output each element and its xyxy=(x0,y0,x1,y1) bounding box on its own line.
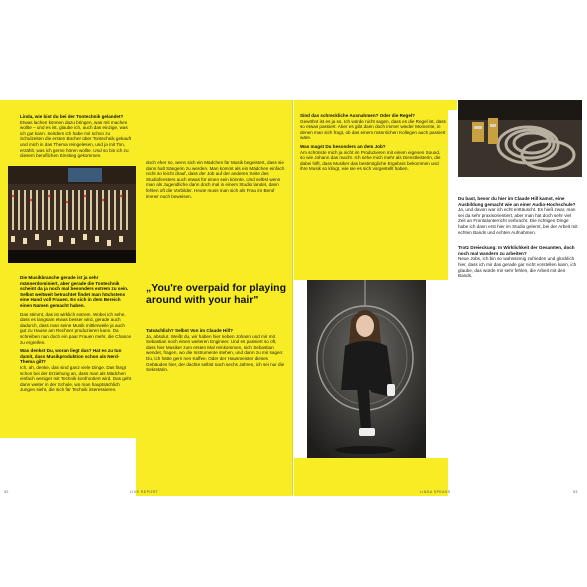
question-4: Tatsächlich? Selbst Von im Claude Hill? xyxy=(146,328,233,333)
question-5: Sind das schreckliche Ausnahmen? Oder die Regel? xyxy=(300,113,415,118)
folio-right-label: LINDA SPEAKS xyxy=(420,490,451,494)
cables-photo xyxy=(458,100,582,177)
question-7: Du bast, bevor du hier im Claude Hill kamst, eine Ausbildung gemacht wie an einer Audio-Hochschule? xyxy=(458,196,576,207)
answer-8: Neue Jobs, ich bin so wahnsinnig zufrieden und glücklich hier, dass ich mir das gerade gar nicht vorstellen kann, ich glaube, das würde mir sehr fehlen, die Arbeit mit den Bands. xyxy=(458,256,577,279)
cables-icon xyxy=(458,100,582,177)
folio-right-number: 93 xyxy=(573,490,578,494)
left-column-top xyxy=(20,114,132,164)
answer-5: Gewöhnt ist es ja so. Ich würde nicht sagen, dass es die Regel ist, dass so etwas passiert. Aber es gibt dann doch immer wieder Momente, in denen man sich fragt, ob das einem männlichen Kollegen auch passiert wäre. xyxy=(300,118,446,141)
question-1: Linda, wie bist du bei der Tontechnik gelandet? xyxy=(20,114,124,119)
answer-1: Etwas lachen können dazu bringen, was mit machen wollte – und es ist, glaube ich, auch das einzige, was ich gut kann. Seitdem ich habe mir schon zu Schulzeiten die ersten Bücher über Tontechnik gekauft und mich in das Thema reingelesen, und ja mit Ton, erzählt, was ich gerne hören wollte. Und so bin ich zu diesem beruflichen Einstieg gekommen. xyxy=(20,119,132,159)
answer-6: Am schönste mich ja nicht im Produzieren mit einem eigenen Sound, so wie Johann das macht. Ich sehe mich mehr als Dienstleisterin, die dabei hilft, dass Musiker das bestmögliche Ergebnis bekommen und ihre Musik so klingt, wie sie es sich vorgestellt haben. xyxy=(300,149,441,172)
center-column-top xyxy=(146,160,286,270)
right-column-1 xyxy=(300,113,446,277)
answer-4: Ja, absolut. Weißt du, wir haben hier neben Johann und mir mit Sebastian noch einen weiteren Engineer. Und es passiert so oft, dass hier Musiker zum ersten Mal reinkommen, sich Sebastian wendet, fragen, wo die Instrumente stehen, und dann zu mir sagen: Du, ich hätte gern nen Kaffee. Oder der Hausmeister dieses Gebäudes hier, der dachte selbst nach sechs Jahren, ich sei nur die Sekretärin. xyxy=(146,333,285,373)
portrait-photo xyxy=(307,280,426,458)
mixing-console-icon xyxy=(8,166,136,263)
question-8: Trotz Dreieckung: In Wirklichkeit der Gesamten, doch noch mal wandern zu arbeiten? xyxy=(458,245,575,256)
folio-left-number: 92 xyxy=(4,490,9,494)
spine-shadow xyxy=(292,100,294,495)
center-column-bottom xyxy=(146,328,286,488)
answer-2: Das stimmt, das ist wirklich extrem. Wobei ich sehe, dass es langsam etwas besser wird, gerade auch dadurch, dass man seine Musik mittlerweile ja auch gut zu Hause am Rechner produzieren kann. Da schreiben nun doch ein paar Frauen mehr, die Chance zu ergreifen. xyxy=(20,311,132,345)
question-6: Was magst Du besonders an dem Job? xyxy=(300,143,386,149)
left-column-bottom xyxy=(20,275,132,435)
right-column-2 xyxy=(458,196,580,486)
headline: „You're overpaid for playing around with your hair" xyxy=(146,282,286,306)
mixing-console-photo xyxy=(8,166,136,263)
question-3: Was denkst Du, woran liegt das? Hat es zu tun damit, dass Musikproduktion schon als Nerd-Thema gilt? xyxy=(20,348,122,365)
answer-3: Ich, ah, denke, das sind ganz viele Dinge. Das fängt schon bei der Erziehung an, dass man als Mädchen einfach weniger mit Technik konfrontiert wird. Das geht dann weiter in der Schule, wo man hauptsächlich Jungen sieht, die sich für Technik interessieren. xyxy=(20,364,132,393)
answer-7: Ja, und davon war ich echt enttäuscht. Es hieß zwar, man sei da sehr praxisorientiert, aber man hat doch sehr viel Zeit an Frontalunterricht verbracht. Die richtigen Dinge habe ich dann erst hier im Studio gelernt, bei der Arbeit mit echten Bands und echten Aufnahmen. xyxy=(458,207,578,235)
folio-left-label: LIVE REPORT xyxy=(130,490,159,494)
portrait-icon xyxy=(307,280,426,458)
question-2: Die Musikbranche gerade ist ja sehr männerdominiert, aber gerade die Tontechnik scheint da ja noch mal besonders extrem zu sein. Selbst weltweit betrachtet findet man höchstens eine Hand voll Frauen. Es sich in dem Bereich einen Namen gemacht haben. xyxy=(20,275,129,308)
center-text: doch eher so, wenn sich ein Mädchen für Musik begeistert, dass sie dann halt Sängerin zu werden. Man kommt als ein Mädchen einfach nicht so leicht drauf, dass der Job auf der anderen Seite des Studiofensters auch etwas für einen sein könnte. Und selbst wenn man als Jugendliche dann doch mal in einem Studio landet, dann fehlen oft die Vorbilder. Heute muss man sich als Frau im Beruf immer noch beweisen. xyxy=(146,160,285,199)
right-top-yellow-strip xyxy=(294,100,457,110)
